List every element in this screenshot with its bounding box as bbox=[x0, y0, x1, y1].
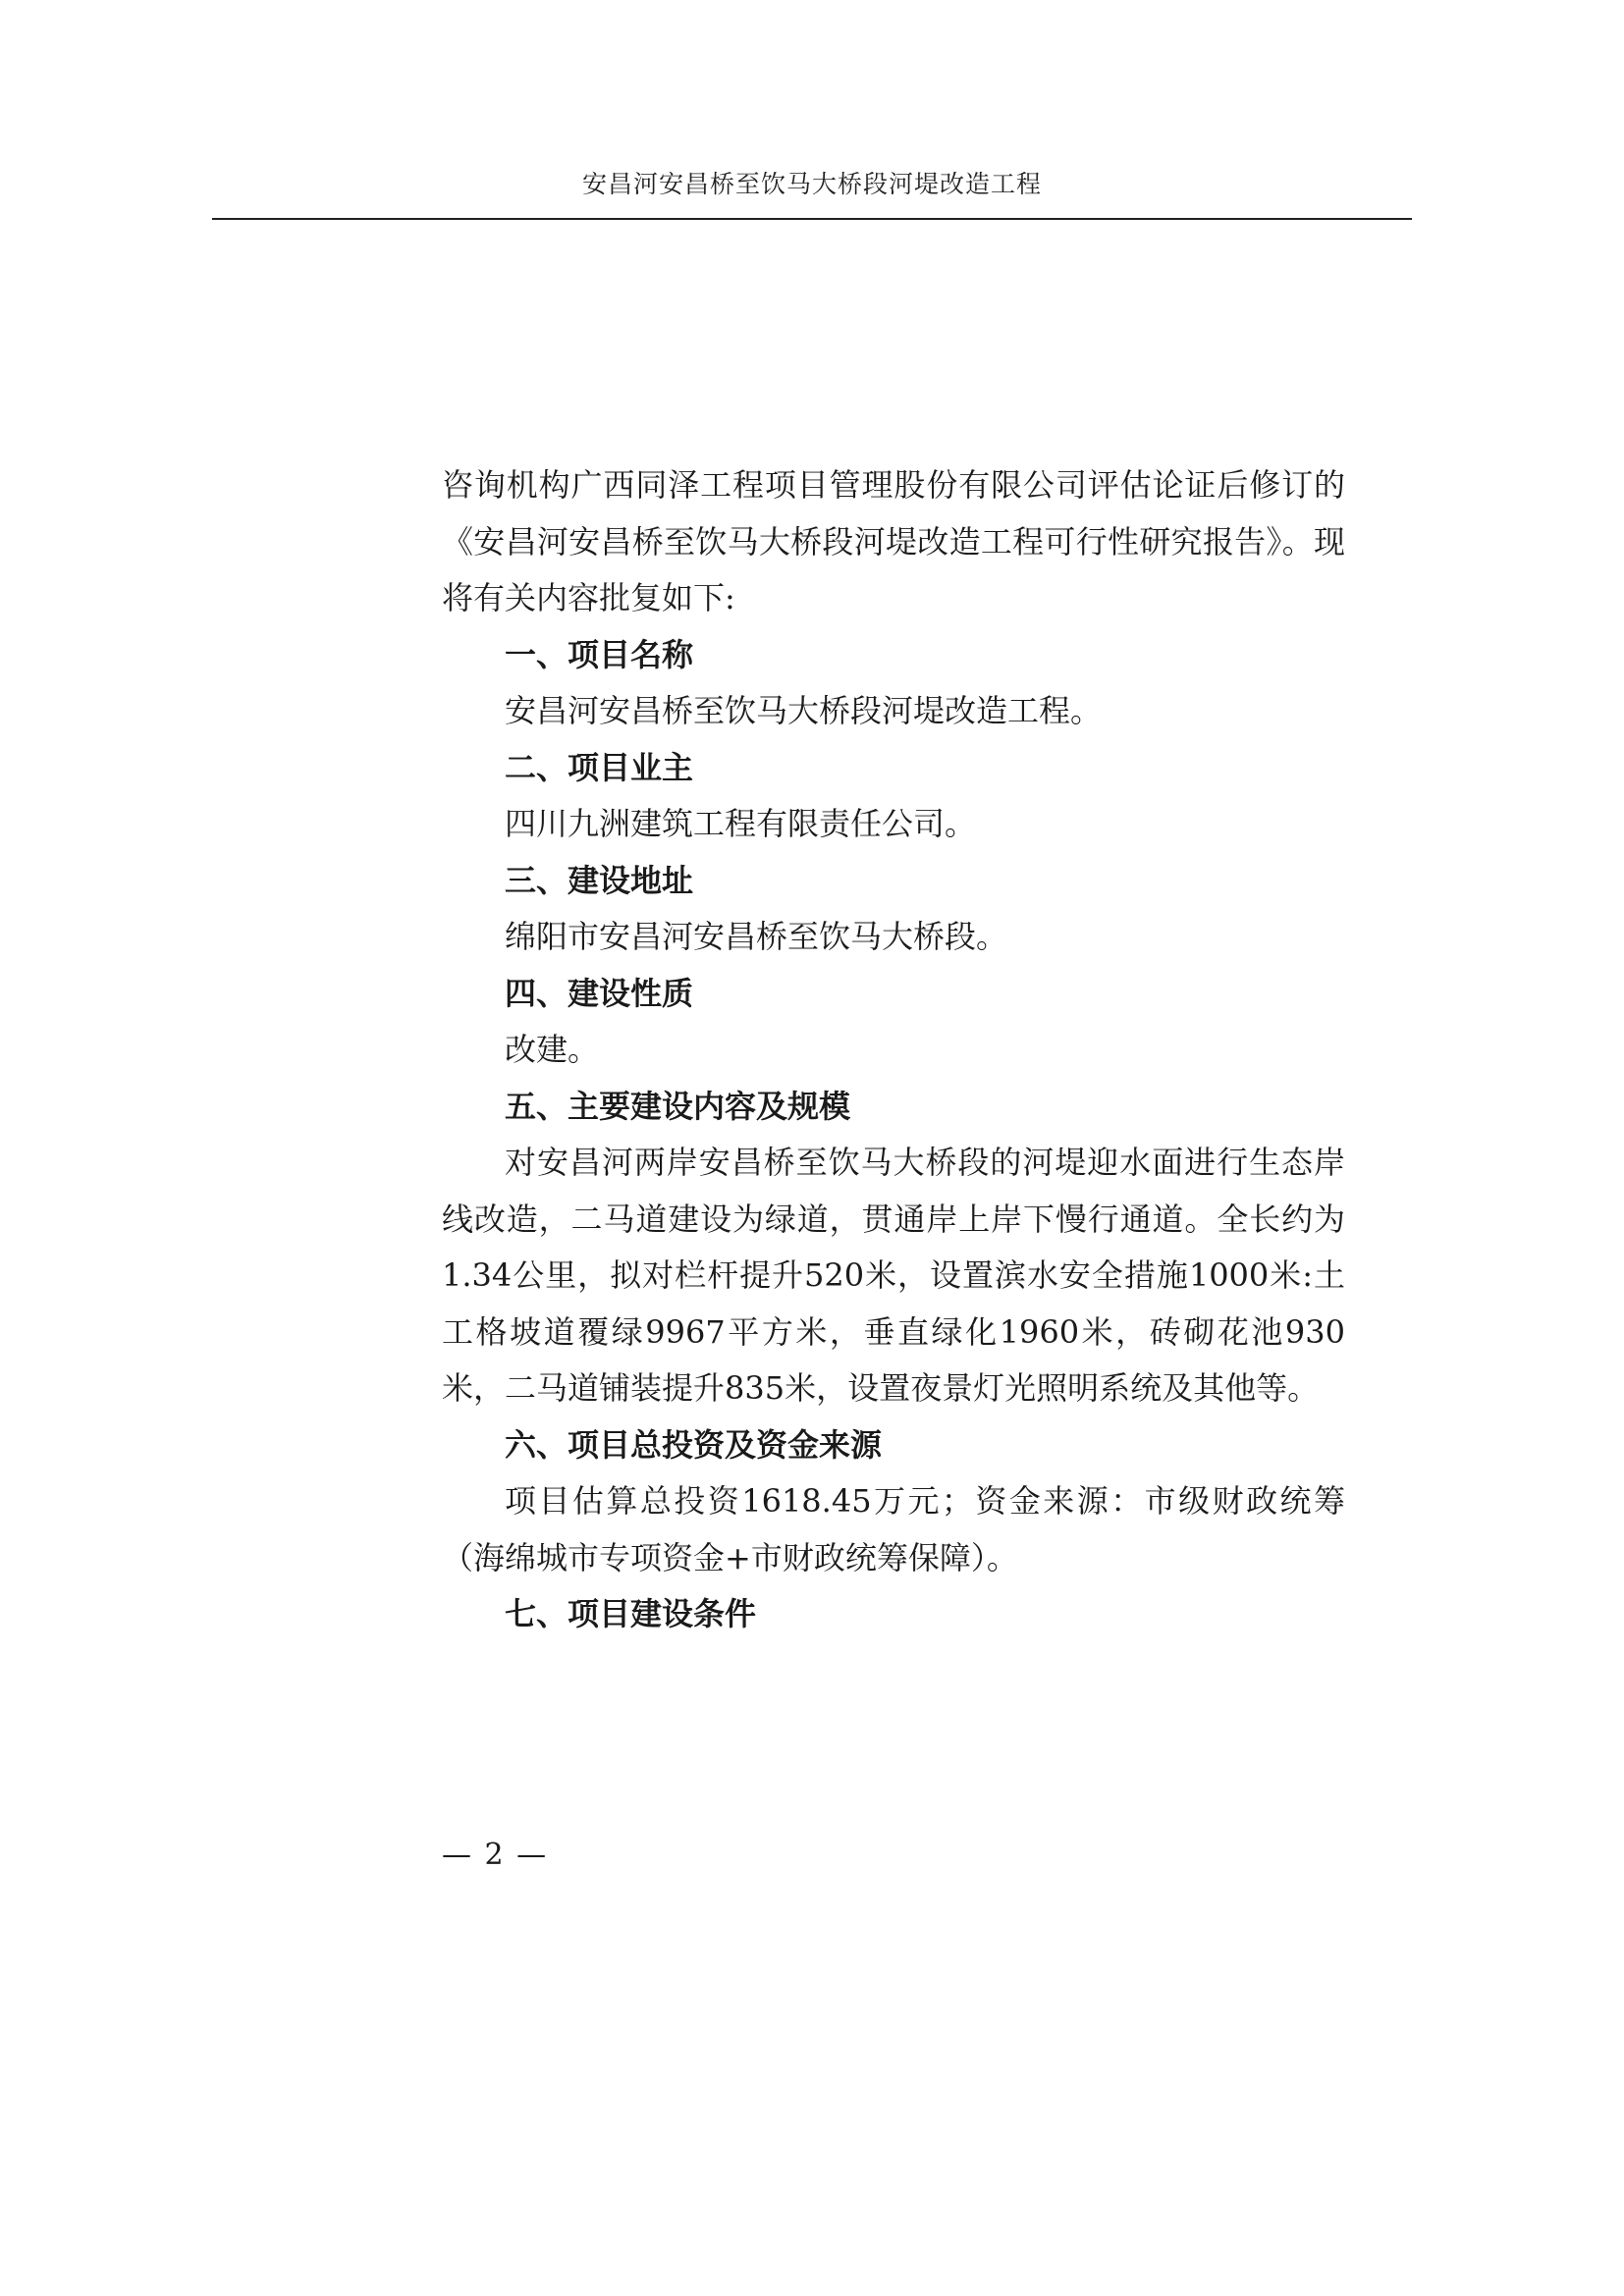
page-header-title: 安昌河安昌桥至饮马大桥段河堤改造工程 bbox=[581, 170, 1042, 198]
section-3-heading: 三、建设地址 bbox=[505, 861, 694, 899]
header-divider bbox=[212, 218, 1412, 220]
intro-paragraph: 咨询机构广西同泽工程项目管理股份有限公司评估论证后修订的《安昌河安昌桥至饮马大桥段河堤改造工程可行性研究报告》。现将有关内容批复如下: bbox=[442, 466, 1345, 616]
section-1-text: 安昌河安昌桥至饮马大桥段河堤改造工程。 bbox=[505, 692, 1103, 729]
section-6-text: 项目估算总投资1618.45万元；资金来源：市级财政统筹（海绵城市专项资金+市财政统筹保障）。 bbox=[442, 1482, 1345, 1576]
section-6-heading: 六、项目总投资及资金来源 bbox=[505, 1425, 883, 1464]
section-2-text: 四川九洲建筑工程有限责任公司。 bbox=[505, 805, 977, 842]
document-body bbox=[442, 457, 1345, 1643]
section-1-heading: 一、项目名称 bbox=[505, 635, 694, 673]
section-5-text: 对安昌河两岸安昌桥至饮马大桥段的河堤迎水面进行生态岸线改造，二马道建设为绿道，贯通岸上岸下慢行通道。全长约为1.34公里，拟对栏杆提升520米，设置滨水安全措施1000米:土工格坡道覆绿9967平方米，垂直绿化1960米，砖砌花池930米，二马道铺装提升835米，设置夜景灯光照明系统及其他等。 bbox=[442, 1144, 1345, 1407]
section-5-heading: 五、主要建设内容及规模 bbox=[505, 1087, 851, 1125]
section-7-heading: 七、项目建设条件 bbox=[505, 1595, 757, 1632]
section-4-text: 改建。 bbox=[505, 1031, 600, 1068]
section-2-heading: 二、项目业主 bbox=[505, 748, 694, 786]
section-4-heading: 四、建设性质 bbox=[505, 974, 694, 1012]
section-3-text: 绵阳市安昌河安昌桥至饮马大桥段。 bbox=[505, 918, 1008, 955]
page-number: — 2 — bbox=[442, 1838, 549, 1872]
